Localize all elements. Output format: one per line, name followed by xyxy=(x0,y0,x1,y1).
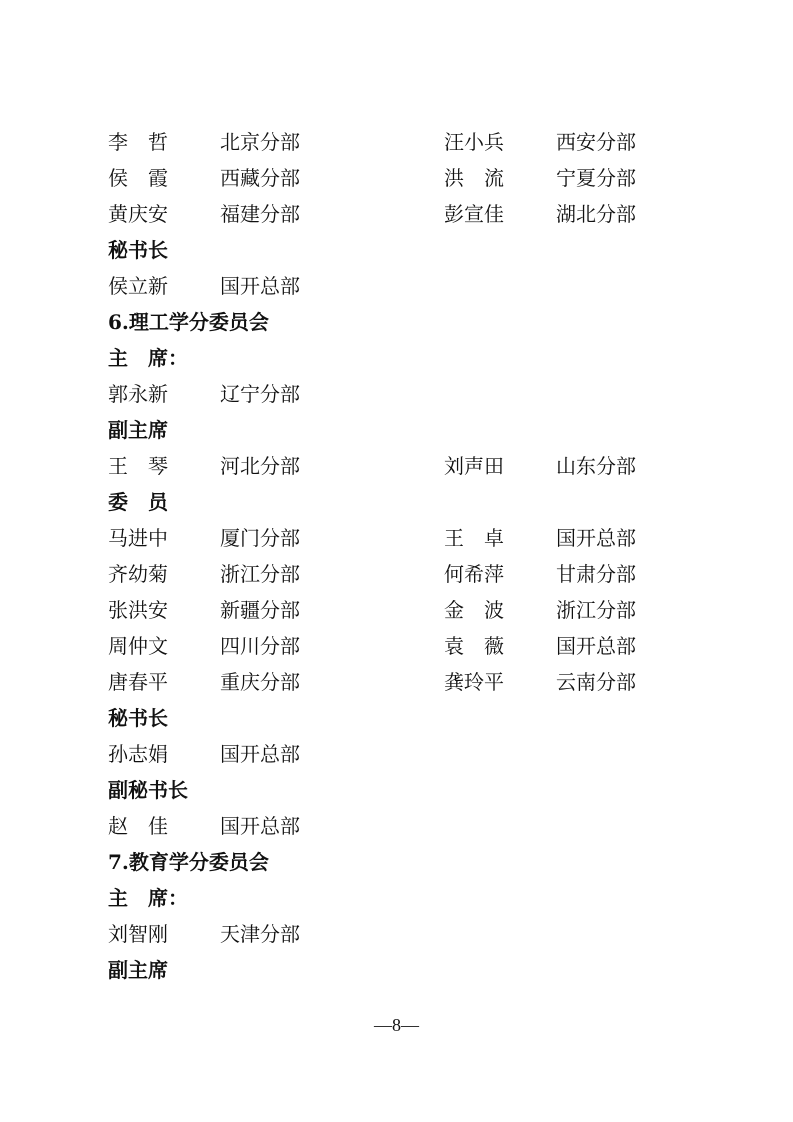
member-branch: 浙江分部 xyxy=(220,562,300,586)
page-number: —8— xyxy=(374,1015,419,1035)
member-branch: 西安分部 xyxy=(556,130,636,154)
member-branch: 山东分部 xyxy=(556,454,636,478)
member-name: 侯立新 xyxy=(108,274,168,298)
member-name: 侯 霞 xyxy=(108,166,168,190)
member-name: 王 卓 xyxy=(444,526,504,550)
section-heading: 主 席： xyxy=(108,346,188,370)
section-heading: 6.理工学分委员会 xyxy=(108,310,269,334)
member-branch: 重庆分部 xyxy=(220,670,300,694)
section-heading: 主 席： xyxy=(108,886,188,910)
member-name: 金 波 xyxy=(444,598,504,622)
member-name: 龚玲平 xyxy=(444,670,504,694)
member-branch: 浙江分部 xyxy=(556,598,636,622)
member-name: 王 琴 xyxy=(108,454,168,478)
member-branch: 西藏分部 xyxy=(220,166,300,190)
section-heading: 副主席 xyxy=(108,958,168,982)
member-branch: 湖北分部 xyxy=(556,202,636,226)
member-name: 何希萍 xyxy=(444,562,504,586)
section-heading: 委 员 xyxy=(108,490,168,514)
member-branch: 国开总部 xyxy=(220,742,300,766)
member-branch: 福建分部 xyxy=(220,202,300,226)
member-branch: 四川分部 xyxy=(220,634,300,658)
member-branch: 天津分部 xyxy=(220,922,300,946)
member-name: 齐幼菊 xyxy=(108,562,168,586)
section-heading: 秘书长 xyxy=(108,238,168,262)
member-branch: 河北分部 xyxy=(220,454,300,478)
section-heading: 副主席 xyxy=(108,418,168,442)
member-name: 唐春平 xyxy=(108,670,168,694)
member-name: 马进中 xyxy=(108,526,168,550)
member-branch: 国开总部 xyxy=(220,814,300,838)
member-name: 刘智刚 xyxy=(108,922,168,946)
member-name: 李 哲 xyxy=(108,130,168,154)
member-name: 孙志娟 xyxy=(108,742,168,766)
member-name: 彭宣佳 xyxy=(444,202,504,226)
member-branch: 甘肃分部 xyxy=(556,562,636,586)
member-branch: 国开总部 xyxy=(556,634,636,658)
member-branch: 云南分部 xyxy=(556,670,636,694)
section-heading: 秘书长 xyxy=(108,706,168,730)
section-heading: 副秘书长 xyxy=(108,778,188,802)
member-name: 周仲文 xyxy=(108,634,168,658)
member-branch: 国开总部 xyxy=(556,526,636,550)
section-heading: 7.教育学分委员会 xyxy=(108,850,269,874)
member-name: 郭永新 xyxy=(108,382,168,406)
member-branch: 辽宁分部 xyxy=(220,382,300,406)
member-name: 赵 佳 xyxy=(108,814,168,838)
member-branch: 国开总部 xyxy=(220,274,300,298)
member-branch: 新疆分部 xyxy=(220,598,300,622)
member-name: 张洪安 xyxy=(108,598,168,622)
member-branch: 北京分部 xyxy=(220,130,300,154)
member-name: 洪 流 xyxy=(444,166,504,190)
member-branch: 厦门分部 xyxy=(220,526,300,550)
member-name: 黄庆安 xyxy=(108,202,168,226)
member-name: 汪小兵 xyxy=(444,130,504,154)
member-branch: 宁夏分部 xyxy=(556,166,636,190)
member-name: 刘声田 xyxy=(444,454,504,478)
member-name: 袁 薇 xyxy=(444,634,504,658)
